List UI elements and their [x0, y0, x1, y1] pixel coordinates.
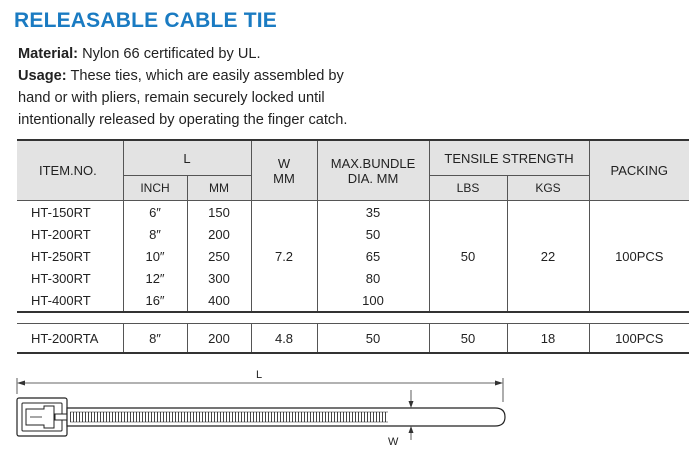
gap-cell [17, 312, 689, 324]
cell-packing: 100PCS [589, 324, 689, 354]
cell-item: HT-250RT [17, 245, 123, 267]
cell-item: HT-150RT [17, 201, 123, 224]
cell-inch: 8″ [123, 223, 187, 245]
cell-lbs-group: 50 [429, 201, 507, 313]
cell-mm: 400 [187, 289, 251, 312]
product-description [18, 43, 388, 131]
header-bundle-unit: DIA. MM [347, 170, 399, 186]
table-gap [17, 312, 689, 324]
cell-bundle: 65 [317, 245, 429, 267]
header-item-no: ITEM.NO. [17, 140, 123, 201]
material-label: Material: [18, 46, 79, 62]
table-row [17, 201, 689, 224]
usage-line-1 [18, 65, 388, 87]
cell-w: 4.8 [251, 324, 317, 354]
header-bundle [317, 140, 429, 201]
cell-inch: 16″ [123, 289, 187, 312]
header-packing: PACKING [589, 140, 689, 201]
tie-strap [67, 408, 505, 426]
header-mm: MM [187, 176, 251, 201]
cell-lbs: 50 [429, 324, 507, 354]
cell-inch: 8″ [123, 324, 187, 354]
width-label: W [388, 436, 399, 448]
cell-bundle: 35 [317, 201, 429, 224]
cell-inch: 6″ [123, 201, 187, 224]
table-row [17, 324, 689, 354]
usage-text-1: These ties, which are easily assembled by [66, 68, 344, 84]
header-w-label: W [277, 155, 291, 171]
cell-kgs: 18 [507, 324, 589, 354]
cell-inch: 10″ [123, 245, 187, 267]
cell-packing-group: 100PCS [589, 201, 689, 313]
cell-bundle: 50 [317, 223, 429, 245]
usage-line-3: intentionally released by operating the finger catch. [18, 112, 348, 128]
cell-bundle: 50 [317, 324, 429, 354]
cell-kgs-group: 22 [507, 201, 589, 313]
cell-mm: 200 [187, 223, 251, 245]
header-tensile: TENSILE STRENGTH [429, 140, 589, 176]
spec-table [17, 139, 689, 354]
cell-w-group: 7.2 [251, 201, 317, 313]
usage-line-2: hand or with pliers, remain securely locked until [18, 90, 325, 106]
cell-mm: 300 [187, 267, 251, 289]
header-w-unit: MM [273, 170, 295, 186]
header-l: L [123, 140, 251, 176]
cable-tie-drawing [0, 362, 700, 466]
cell-bundle: 80 [317, 267, 429, 289]
header-w [251, 140, 317, 201]
length-label: L [256, 369, 263, 381]
usage-label: Usage: [18, 68, 67, 84]
page-title: RELEASABLE CABLE TIE [14, 9, 278, 32]
cell-inch: 12″ [123, 267, 187, 289]
material-line [18, 43, 388, 65]
cell-mm: 150 [187, 201, 251, 224]
cell-item: HT-400RT [17, 289, 123, 312]
header-lbs: LBS [429, 176, 507, 201]
header-inch: INCH [123, 176, 187, 201]
cell-mm: 200 [187, 324, 251, 354]
header-bundle-label: MAX.BUNDLE [330, 155, 416, 171]
cell-item: HT-300RT [17, 267, 123, 289]
tie-head [17, 398, 69, 436]
cell-item: HT-200RTA [17, 324, 123, 354]
cell-mm: 250 [187, 245, 251, 267]
header-kgs: KGS [507, 176, 589, 201]
cell-bundle: 100 [317, 289, 429, 312]
length-dimension [17, 369, 503, 402]
cell-item: HT-200RT [17, 223, 123, 245]
material-text: Nylon 66 certificated by UL. [78, 46, 261, 62]
